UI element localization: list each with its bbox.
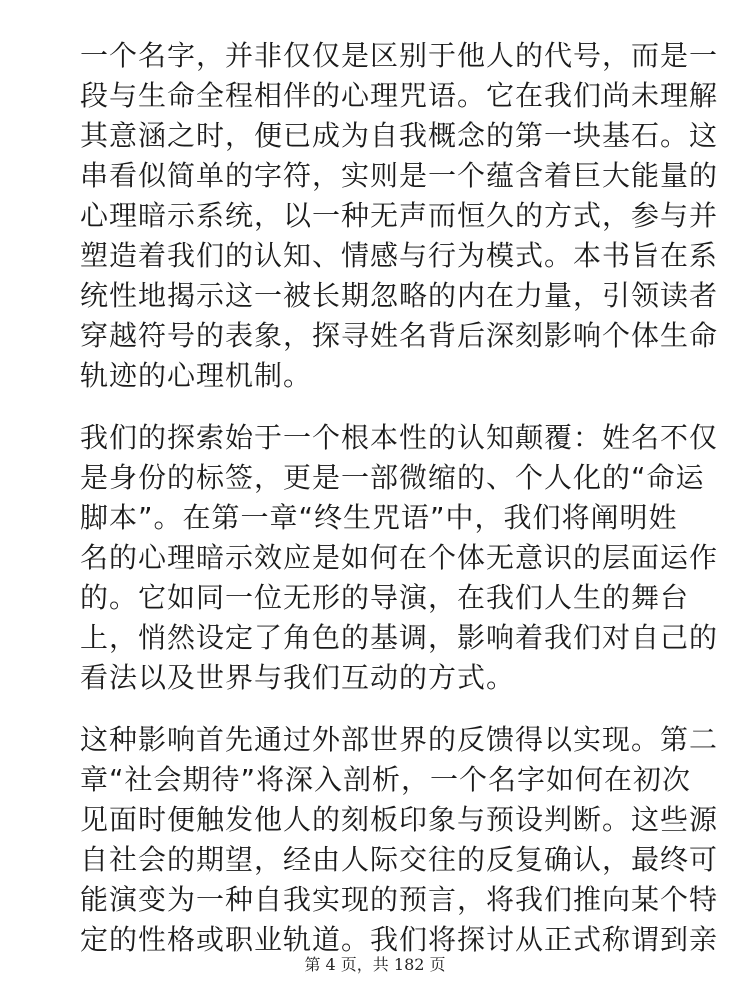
text-line: 定的性格或职业轨道。我们将探讨从正式称谓到亲	[80, 923, 719, 956]
text-line: 见面时便触发他人的刻板印象与预设判断。这些源	[80, 803, 719, 836]
paragraph-1	[80, 36, 719, 396]
text-line: 能演变为一种自我实现的预言，将我们推向某个特	[80, 883, 719, 916]
text-line: 名的心理暗示效应是如何在个体无意识的层面运作	[80, 541, 719, 574]
text-line: 章“社会期待”将深入剖析，一个名字如何在初次	[80, 763, 692, 796]
text-line: 塑造着我们的认知、情感与行为模式。本书旨在系	[80, 239, 719, 272]
text-line: 自社会的期望，经由人际交往的反复确认，最终可	[80, 843, 719, 876]
text-line: 脚本”。在第一章“终生咒语”中，我们将阐明姓	[80, 501, 678, 534]
text-line: 段与生命全程相伴的心理咒语。它在我们尚未理解	[80, 79, 719, 112]
text-line: 这种影响首先通过外部世界的反馈得以实现。第二	[80, 723, 719, 756]
text-line: 串看似简单的字符，实则是一个蕴含着巨大能量的	[80, 159, 719, 192]
text-line: 的。它如同一位无形的导演，在我们人生的舞台	[80, 581, 690, 614]
text-line: 看法以及世界与我们互动的方式。	[80, 661, 516, 694]
text-line: 我们的探索始于一个根本性的认知颠覆：姓名不仅	[80, 421, 719, 454]
page-number-footer: 第 4 页，共 182 页	[304, 955, 446, 974]
document-body	[80, 36, 719, 982]
text-line: 心理暗示系统，以一种无声而恒久的方式，参与并	[80, 199, 719, 232]
paragraph-2	[80, 418, 719, 698]
text-line: 是身份的标签，更是一部微缩的、个人化的“命运	[80, 461, 705, 494]
text-line: 穿越符号的表象，探寻姓名背后深刻影响个体生命	[80, 319, 719, 352]
text-line: 上，悄然设定了角色的基调，影响着我们对自己的	[80, 621, 719, 654]
text-line: 轨迹的心理机制。	[80, 359, 313, 392]
text-line: 统性地揭示这一被长期忽略的内在力量，引领读者	[80, 279, 719, 312]
paragraph-3	[80, 720, 719, 960]
text-line: 其意涵之时，便已成为自我概念的第一块基石。这	[80, 119, 719, 152]
text-line: 一个名字，并非仅仅是区别于他人的代号，而是一	[80, 39, 719, 72]
